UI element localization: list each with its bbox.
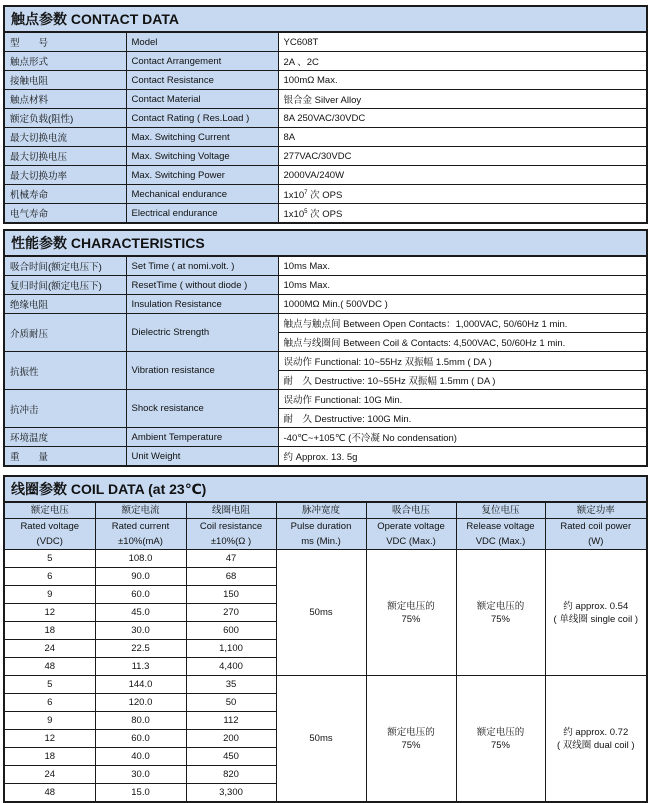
param-en: Vibration resistance — [126, 352, 278, 390]
header-coil-resistance-cn: 线圈电阻 — [186, 502, 276, 519]
param-cn: 吸合时间(额定电压下) — [4, 256, 126, 276]
param-en: Max. Switching Voltage — [126, 147, 278, 166]
param-cn: 重 量 — [4, 447, 126, 467]
param-value: 8A 250VAC/30VDC — [278, 109, 647, 128]
header-pulse-duration-unit: ms (Min.) — [276, 534, 366, 550]
operate-voltage-cn: 额定电压的 — [387, 600, 435, 612]
param-value: 277VAC/30VDC — [278, 147, 647, 166]
rated-voltage: 6 — [4, 694, 95, 712]
param-en: Contact Material — [126, 90, 278, 109]
rated-voltage: 9 — [4, 586, 95, 604]
coil-resistance: 1,100 — [186, 640, 276, 658]
operate-voltage-cn: 额定电压的 — [387, 726, 435, 738]
operate-voltage — [366, 676, 456, 803]
param-value: 100mΩ Max. — [278, 71, 647, 90]
rated-current: 22.5 — [95, 640, 186, 658]
header-pulse-duration-cn: 脉冲宽度 — [276, 502, 366, 519]
rated-current: 144.0 — [95, 676, 186, 694]
header-rated-voltage-unit: (VDC) — [4, 534, 95, 550]
operate-voltage-pct: 75% — [401, 613, 421, 625]
rated-voltage: 5 — [4, 550, 95, 568]
param-value: 触点与线圈间 Between Coil & Contacts: 4,500VAC, 50/60Hz 1 min. — [278, 333, 647, 352]
release-voltage-pct: 75% — [490, 739, 510, 751]
header-rated-voltage-cn: 额定电压 — [4, 502, 95, 519]
rated-current: 80.0 — [95, 712, 186, 730]
param-cn: 最大切换电压 — [4, 147, 126, 166]
header-coil-resistance-en: Coil resistance — [186, 519, 276, 535]
param-value: 8A — [278, 128, 647, 147]
rated-voltage: 6 — [4, 568, 95, 586]
characteristics-title: 性能参数 CHARACTERISTICS — [4, 230, 647, 256]
coil-resistance: 112 — [186, 712, 276, 730]
param-en: Mechanical endurance — [126, 185, 278, 204]
pulse-duration: 50ms — [276, 550, 366, 676]
coil-resistance: 270 — [186, 604, 276, 622]
rated-current: 60.0 — [95, 586, 186, 604]
rated-voltage: 18 — [4, 748, 95, 766]
param-cn: 绝缘电阻 — [4, 295, 126, 314]
param-value: 2A 、2C — [278, 52, 647, 71]
param-en: Electrical endurance — [126, 204, 278, 224]
rated-voltage: 24 — [4, 640, 95, 658]
rated-voltage: 12 — [4, 604, 95, 622]
characteristics-table — [3, 229, 648, 467]
rated-current: 30.0 — [95, 766, 186, 784]
value-base: 1x10 — [283, 209, 305, 220]
coil-data-title: 线圈参数 COIL DATA (at 23℃) — [4, 476, 647, 502]
release-voltage-cn: 额定电压的 — [476, 600, 525, 612]
value-exponent: 7 — [304, 189, 308, 196]
rated-voltage: 48 — [4, 784, 95, 803]
header-operate-voltage-unit: VDC (Max.) — [366, 534, 456, 550]
coil-resistance: 200 — [186, 730, 276, 748]
rated-current: 60.0 — [95, 730, 186, 748]
param-cn: 触点材料 — [4, 90, 126, 109]
header-release-voltage-cn: 复位电压 — [456, 502, 545, 519]
value-unit: 次 OPS — [307, 209, 343, 220]
param-en: Shock resistance — [126, 390, 278, 428]
param-value: 1000MΩ Min.( 500VDC ) — [278, 295, 647, 314]
param-en: ResetTime ( without diode ) — [126, 276, 278, 295]
value-base: 1x10 — [283, 190, 305, 201]
release-voltage — [456, 550, 545, 676]
rated-voltage: 18 — [4, 622, 95, 640]
coil-resistance: 47 — [186, 550, 276, 568]
param-cn: 机械寿命 — [4, 185, 126, 204]
param-cn: 最大切换电流 — [4, 128, 126, 147]
param-cn: 最大切换功率 — [4, 166, 126, 185]
param-value — [278, 185, 647, 204]
param-cn: 接触电阻 — [4, 71, 126, 90]
param-en: Contact Rating ( Res.Load ) — [126, 109, 278, 128]
header-operate-voltage-en: Operate voltage — [366, 519, 456, 535]
param-en: Insulation Resistance — [126, 295, 278, 314]
rated-voltage: 12 — [4, 730, 95, 748]
param-value: 误动作 Functional: 10~55Hz 双振幅 1.5mm ( DA ) — [278, 352, 647, 371]
value-exponent: 5 — [304, 208, 308, 215]
rated-voltage: 24 — [4, 766, 95, 784]
param-cn: 抗冲击 — [4, 390, 126, 428]
operate-voltage-pct: 75% — [401, 739, 421, 751]
rated-current: 30.0 — [95, 622, 186, 640]
param-value: 耐 久 Destructive: 10~55Hz 双振幅 1.5mm ( DA ) — [278, 371, 647, 390]
param-cn: 型 号 — [4, 32, 126, 52]
rated-power-value: 约 approx. 0.54 — [563, 600, 629, 612]
pulse-duration: 50ms — [276, 676, 366, 803]
rated-current: 11.3 — [95, 658, 186, 676]
rated-voltage: 9 — [4, 712, 95, 730]
header-release-voltage-unit: VDC (Max.) — [456, 534, 545, 550]
param-en: Set Time ( at nomi.volt. ) — [126, 256, 278, 276]
header-rated-current-en: Rated current — [95, 519, 186, 535]
coil-resistance: 820 — [186, 766, 276, 784]
rated-current: 108.0 — [95, 550, 186, 568]
header-rated-power-unit: (W) — [545, 534, 647, 550]
coil-resistance: 68 — [186, 568, 276, 586]
param-value: 误动作 Functional: 10G Min. — [278, 390, 647, 409]
rated-current: 90.0 — [95, 568, 186, 586]
param-value: 约 Approx. 13. 5g — [278, 447, 647, 467]
value-unit: 次 OPS — [307, 190, 343, 201]
coil-data-table — [3, 475, 648, 803]
coil-row — [4, 550, 647, 568]
coil-resistance: 600 — [186, 622, 276, 640]
header-rated-power-en: Rated coil power — [545, 519, 647, 535]
param-cn: 复归时间(额定电压下) — [4, 276, 126, 295]
param-value: 2000VA/240W — [278, 166, 647, 185]
coil-resistance: 450 — [186, 748, 276, 766]
contact-data-title: 触点参数 CONTACT DATA — [4, 6, 647, 32]
param-value: 10ms Max. — [278, 256, 647, 276]
rated-power — [545, 550, 647, 676]
header-rated-current-cn: 额定电流 — [95, 502, 186, 519]
param-en: Unit Weight — [126, 447, 278, 467]
param-value: 10ms Max. — [278, 276, 647, 295]
param-en: Dielectric Strength — [126, 314, 278, 352]
header-rated-voltage-en: Rated voltage — [4, 519, 95, 535]
rated-current: 40.0 — [95, 748, 186, 766]
rated-power-note: ( 单线圈 single coil ) — [553, 613, 638, 625]
param-en: Max. Switching Current — [126, 128, 278, 147]
header-coil-resistance-unit: ±10%(Ω ) — [186, 534, 276, 550]
param-cn: 环境温度 — [4, 428, 126, 447]
coil-resistance: 3,300 — [186, 784, 276, 803]
param-value: YC608T — [278, 32, 647, 52]
rated-current: 15.0 — [95, 784, 186, 803]
operate-voltage — [366, 550, 456, 676]
coil-resistance: 35 — [186, 676, 276, 694]
rated-voltage: 48 — [4, 658, 95, 676]
coil-row — [4, 676, 647, 694]
param-value: 耐 久 Destructive: 100G Min. — [278, 409, 647, 428]
param-en: Contact Resistance — [126, 71, 278, 90]
param-value — [278, 204, 647, 224]
param-en: Model — [126, 32, 278, 52]
param-value: -40℃~+105℃ (不冷凝 No condensation) — [278, 428, 647, 447]
coil-resistance: 50 — [186, 694, 276, 712]
rated-power — [545, 676, 647, 803]
header-operate-voltage-cn: 吸合电压 — [366, 502, 456, 519]
header-rated-power-cn: 额定功率 — [545, 502, 647, 519]
release-voltage-pct: 75% — [490, 613, 510, 625]
param-cn: 额定负载(阻性) — [4, 109, 126, 128]
param-cn: 抗振性 — [4, 352, 126, 390]
release-voltage-cn: 额定电压的 — [476, 726, 525, 738]
rated-power-value: 约 approx. 0.72 — [563, 726, 629, 738]
param-cn: 介质耐压 — [4, 314, 126, 352]
contact-data-table — [3, 5, 648, 224]
param-en: Ambient Temperature — [126, 428, 278, 447]
release-voltage — [456, 676, 545, 803]
param-value: 触点与触点间 Between Open Contacts：1,000VAC, 50/60Hz 1 min. — [278, 314, 647, 333]
header-pulse-duration-en: Pulse duration — [276, 519, 366, 535]
coil-resistance: 4,400 — [186, 658, 276, 676]
header-rated-current-unit: ±10%(mA) — [95, 534, 186, 550]
param-value: 银合金 Silver Alloy — [278, 90, 647, 109]
coil-resistance: 150 — [186, 586, 276, 604]
rated-current: 120.0 — [95, 694, 186, 712]
rated-current: 45.0 — [95, 604, 186, 622]
param-en: Contact Arrangement — [126, 52, 278, 71]
rated-voltage: 5 — [4, 676, 95, 694]
param-en: Max. Switching Power — [126, 166, 278, 185]
header-release-voltage-en: Release voltage — [456, 519, 545, 535]
param-cn: 触点形式 — [4, 52, 126, 71]
param-cn: 电气寿命 — [4, 204, 126, 224]
rated-power-note: ( 双线圈 dual coil ) — [556, 739, 635, 751]
